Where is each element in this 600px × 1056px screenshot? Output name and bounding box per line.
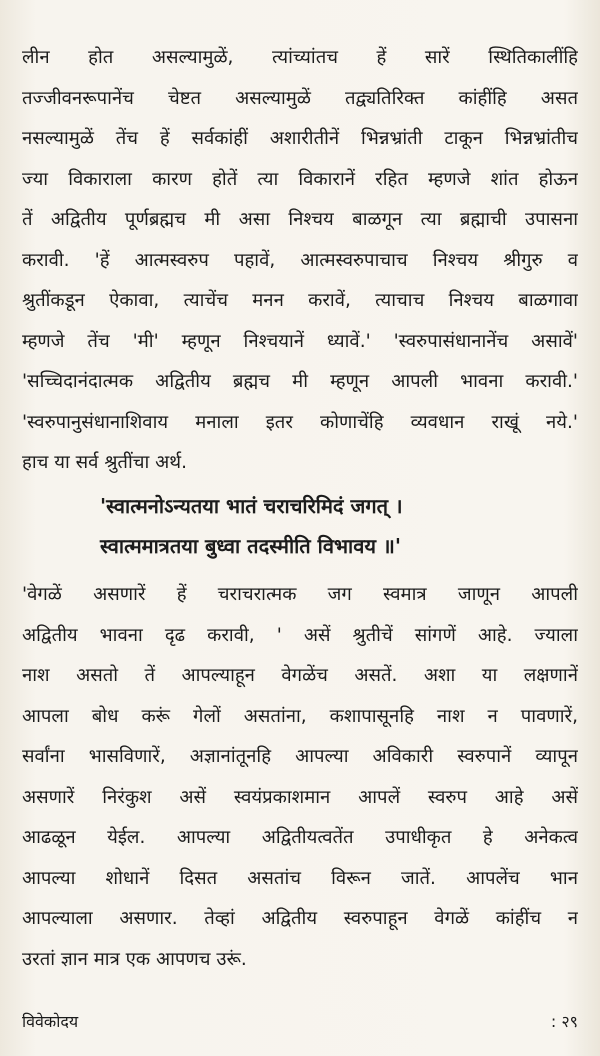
verse-line: स्वात्ममात्रतया बुध्वा तदस्मीति विभावय ॥' <box>100 534 401 558</box>
sanskrit-verse <box>0 486 600 566</box>
page-footer <box>22 1010 578 1032</box>
text-line: आपल्या शोधानें दिसत असतांच विरून जातें. आपलेंच भान <box>22 867 578 889</box>
text-line: उरतां ज्ञान मात्र एक आपणच उरूं. <box>22 948 247 970</box>
text-line: आढळून येईल. आपल्या अद्वितीयत्वतेंत उपाधीकृत हे अनेकत्व <box>22 827 578 848</box>
text-line: आपल्याला असणार. तेव्हां अद्वितीय स्वरुपाहून वेगळें कांहींच न <box>22 908 578 929</box>
text-line: तज्जीवनरूपानेंच चेष्टत असल्यामुळें तद्व्यतिरिक्त कांहींहि असत <box>22 87 578 109</box>
text-line: ज्या विकाराला कारण होतें त्या विकारानें रहित म्हणजे शांत होऊन <box>22 168 578 190</box>
text-line: श्रुतींकडून ऐकावा, त्याचेंच मनन करावें, त्याचाच निश्चय बाळगावा <box>22 290 578 311</box>
text-line: म्हणजे तेंच 'मी' म्हणून निश्चयानें ध्यावें.' 'स्वरुपासंधानानेंच असावें' <box>22 330 578 352</box>
text-line: तें अद्वितीय पूर्णब्रह्मच मी असा निश्चय बाळगून त्या ब्रह्माची उपासना <box>22 209 578 230</box>
text-line: अद्वितीय भावना दृढ करावी, ' असें श्रुतीचें सांगणें आहे. ज्याला <box>22 624 578 646</box>
page-number: : २९ <box>550 1012 578 1031</box>
book-title: विवेकोदय <box>22 1012 79 1031</box>
text-line: असणारें निरंकुश असें स्वयंप्रकाशमान आपलें स्वरुप आहे असें <box>22 786 578 808</box>
text-line: 'सच्चिदानंदात्मक अद्वितीय ब्रह्मच मी म्हणून आपली भावना करावी.' <box>22 371 578 392</box>
text-line: आपला बोध करूं गेलों असतांना, कशापासूनहि नाश न पावणारें, <box>22 705 578 727</box>
text-line: 'वेगळें असणारें हें चराचरात्मक जग स्वमात्र जाणून आपली <box>22 584 578 605</box>
text-line: सर्वांना भासविणारें, अज्ञानांतूनहि आपल्या अविकारी स्वरुपानें व्यापून <box>22 746 578 767</box>
text-line: हाच या सर्व श्रुतींचा अर्थ. <box>22 452 188 473</box>
text-line: लीन होत असल्यामुळें, त्यांच्यांतच हें सारें स्थितिकालींहि <box>22 47 578 68</box>
paragraph-1 <box>22 38 578 484</box>
text-line: 'स्वरुपानुसंधानाशिवाय मनाला इतर कोणाचेंहि व्यवधान राखूं नये.' <box>22 411 578 433</box>
text-line: नसल्यामुळें तेंच हें सर्वकांहीं अशारीतीनें भिन्नभ्रांती टाकून भिन्नभ्रांतीच <box>22 128 578 149</box>
paragraph-2 <box>22 575 578 980</box>
text-line: नाश असतो तें आपल्याहून वेगळेंच असतें. अशा या लक्षणानें <box>22 665 578 686</box>
verse-line: 'स्वात्मनोऽन्यतया भातं चराचरिमिदं जगत् । <box>100 494 403 518</box>
text-line: करावी. 'हें आत्मस्वरुप पहावें, आत्मस्वरुपाचाच निश्चय श्रीगुरु व <box>22 249 578 271</box>
